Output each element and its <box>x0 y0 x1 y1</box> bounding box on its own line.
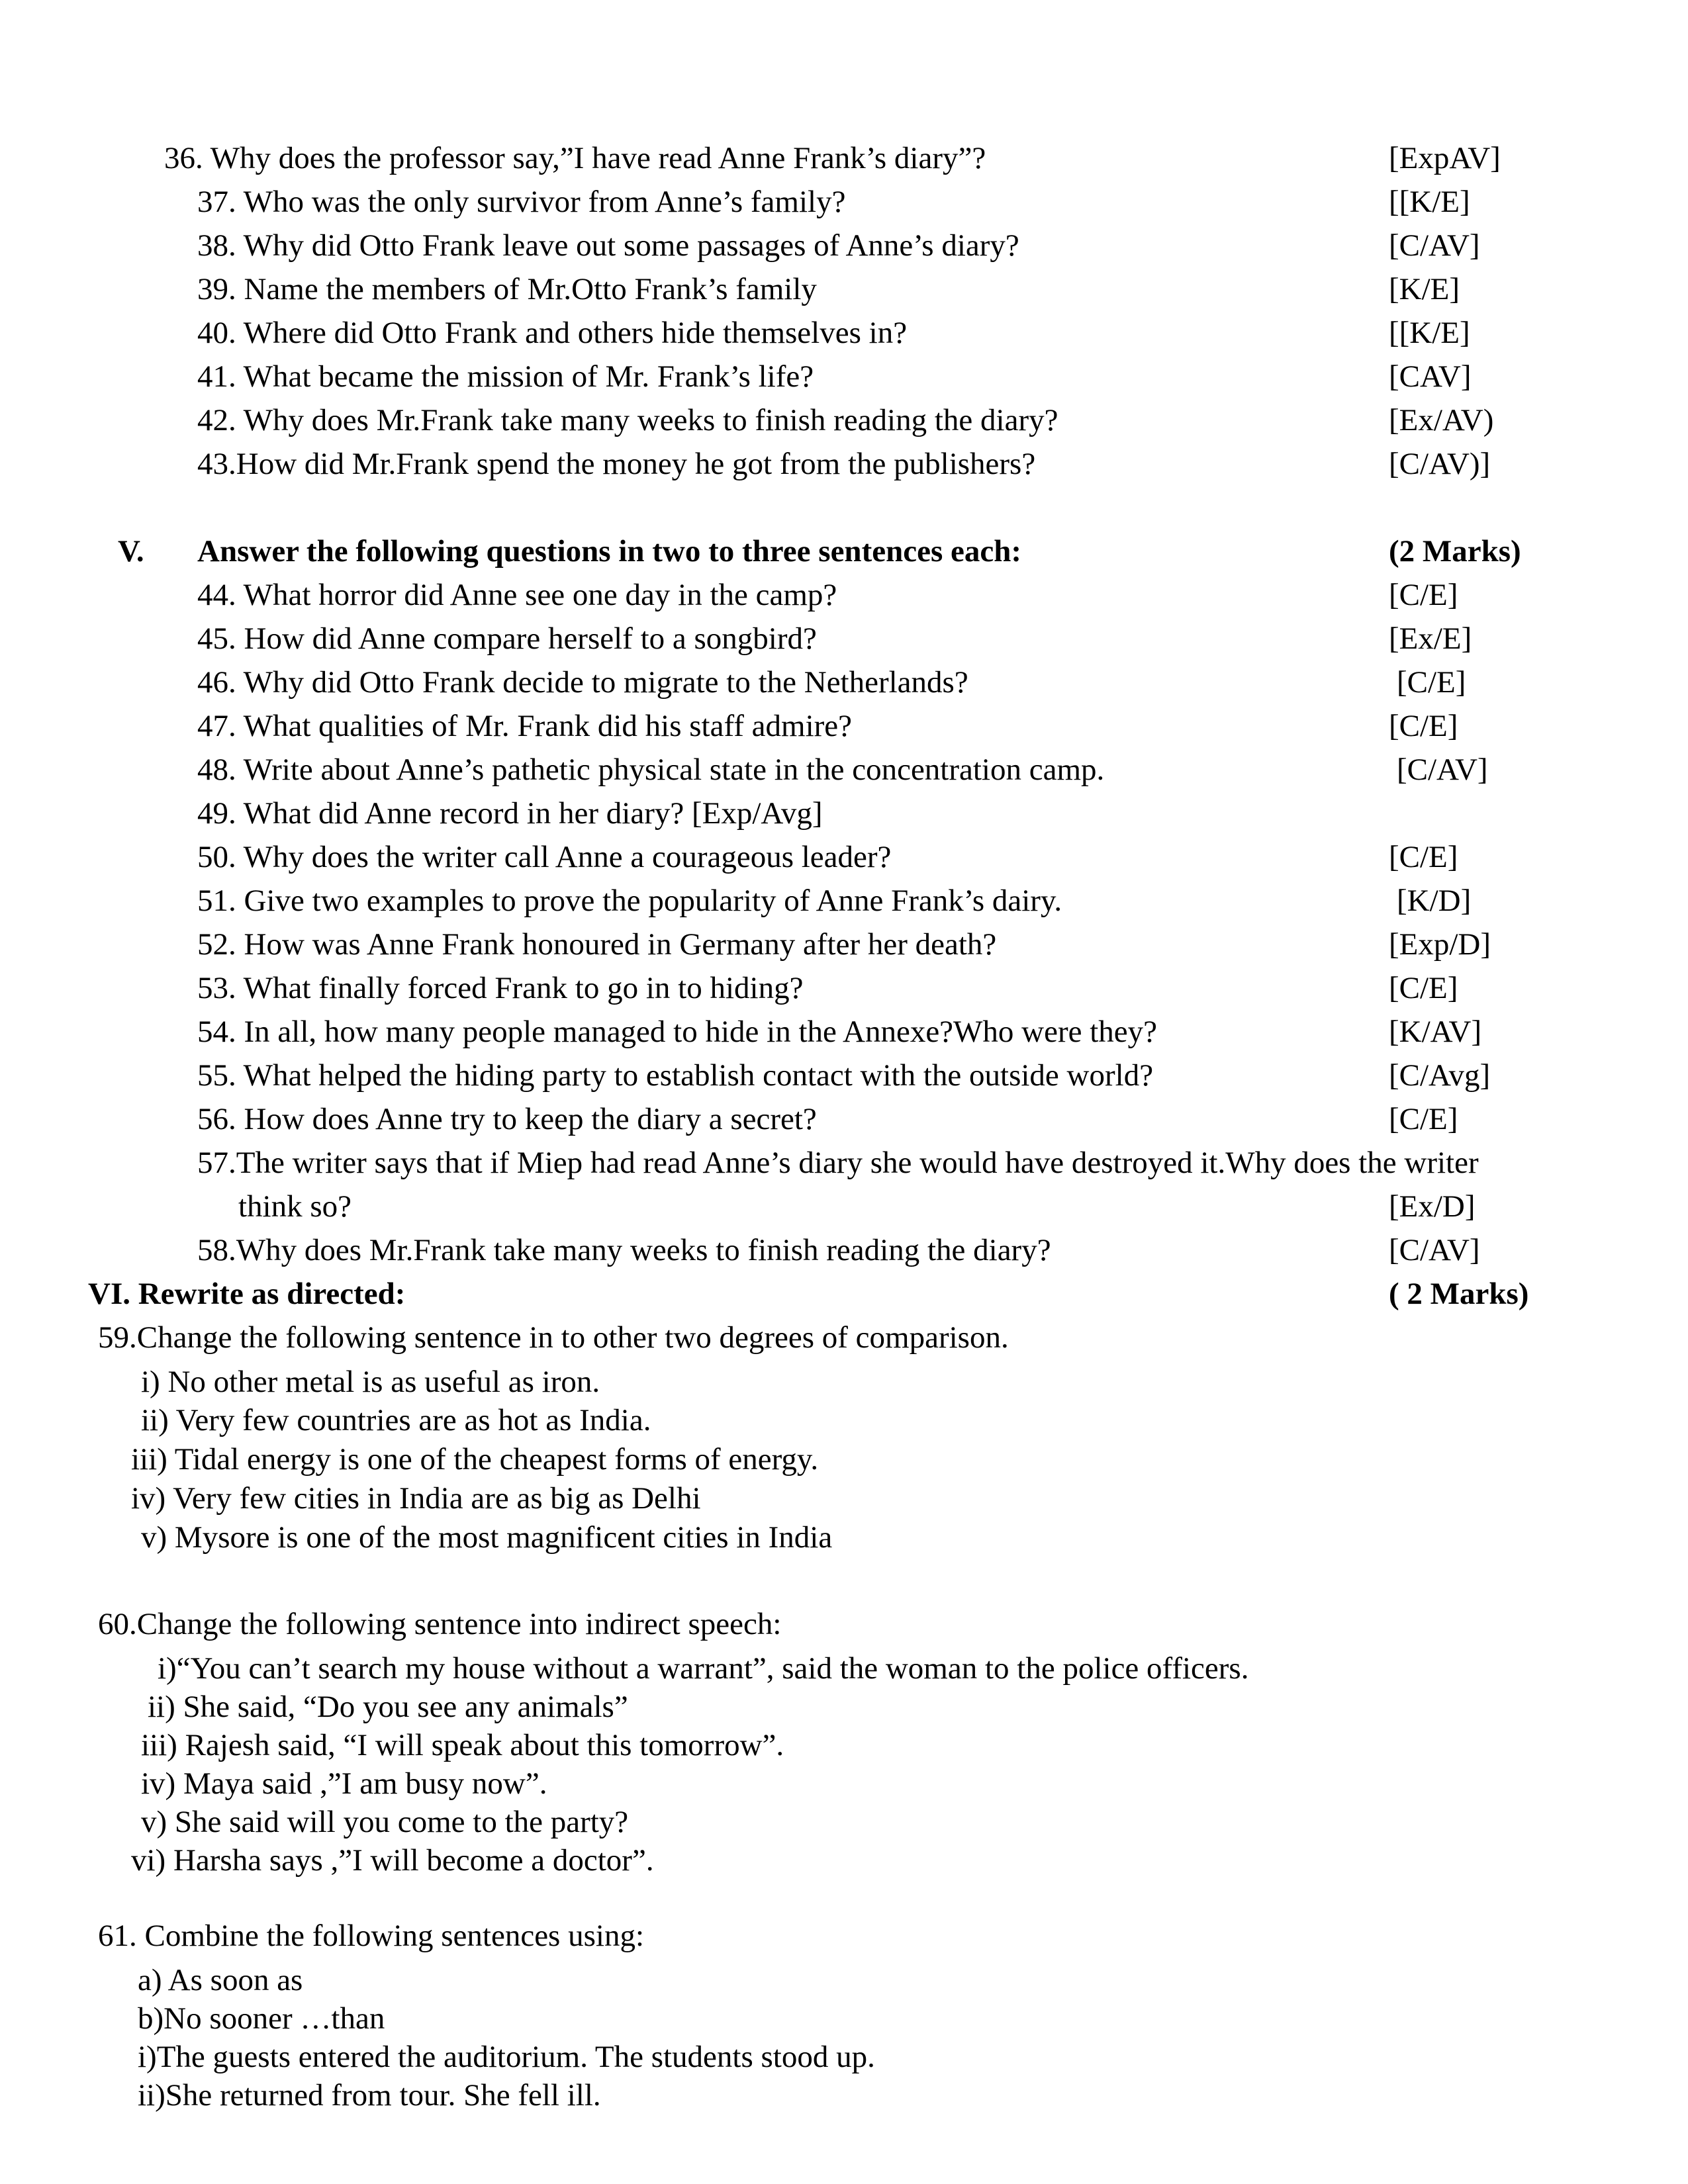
question-57-line-1: 57.The writer says that if Miep had read Anne’s diary she would have destroyed it.Why does the writer <box>197 1146 1479 1180</box>
question-49: 49. What did Anne record in her diary? [Exp/Avg] <box>197 796 823 831</box>
question-60-item-iii: iii) Rajesh said, “I will speak about this tomorrow”. <box>141 1728 784 1762</box>
question-59-prompt: 59.Change the following sentence in to other two degrees of comparison. <box>98 1320 1009 1355</box>
question-52-tag: [Exp/D] <box>1389 927 1491 962</box>
question-61-item-a: a) As soon as <box>138 1963 303 1997</box>
question-58-tag: [C/AV] <box>1389 1233 1480 1267</box>
question-46: 46. Why did Otto Frank decide to migrate to the Netherlands? <box>197 665 968 700</box>
question-40-tag: [[K/E] <box>1389 316 1470 350</box>
question-56: 56. How does Anne try to keep the diary a secret? <box>197 1102 817 1136</box>
question-41-tag: [CAV] <box>1389 359 1472 394</box>
question-53-tag: [C/E] <box>1389 971 1458 1005</box>
question-45-tag: [Ex/E] <box>1389 621 1472 656</box>
question-44-tag: [C/E] <box>1389 578 1458 612</box>
question-60-item-v: v) She said will you come to the party? <box>141 1805 629 1839</box>
section-v-marks: (2 Marks) <box>1389 534 1521 569</box>
question-36: 36. Why does the professor say,”I have read Anne Frank’s diary”? <box>164 141 986 175</box>
question-51-tag: [K/D] <box>1397 884 1472 918</box>
question-36-tag: [ExpAV] <box>1389 141 1501 175</box>
question-56-tag: [C/E] <box>1389 1102 1458 1136</box>
question-54-tag: [K/AV] <box>1389 1015 1482 1049</box>
question-54: 54. In all, how many people managed to hide in the Annexe?Who were they? <box>197 1015 1158 1049</box>
question-55: 55. What helped the hiding party to establish contact with the outside world? <box>197 1058 1154 1093</box>
question-38-tag: [C/AV] <box>1389 228 1480 263</box>
question-61-prompt: 61. Combine the following sentences using: <box>98 1919 645 1953</box>
question-57-line-2: think so? <box>238 1189 352 1224</box>
question-43-tag: [C/AV)] <box>1389 447 1491 481</box>
question-59-item-i: i) No other metal is as useful as iron. <box>141 1365 600 1399</box>
question-50-tag: [C/E] <box>1389 840 1458 874</box>
question-59-item-iv: iv) Very few cities in India are as big as Delhi <box>131 1481 701 1516</box>
question-55-tag: [C/Avg] <box>1389 1058 1491 1093</box>
question-46-tag: [C/E] <box>1397 665 1466 700</box>
question-51: 51. Give two examples to prove the popularity of Anne Frank’s dairy. <box>197 884 1062 918</box>
question-38: 38. Why did Otto Frank leave out some passages of Anne’s diary? <box>197 228 1019 263</box>
question-60-item-iv: iv) Maya said ,”I am busy now”. <box>141 1766 547 1801</box>
question-53: 53. What finally forced Frank to go in to hiding? <box>197 971 804 1005</box>
section-v-heading: Answer the following questions in two to three sentences each: <box>197 534 1021 569</box>
question-39: 39. Name the members of Mr.Otto Frank’s family <box>197 272 817 306</box>
question-47: 47. What qualities of Mr. Frank did his staff admire? <box>197 709 852 743</box>
question-39-tag: [K/E] <box>1389 272 1460 306</box>
question-47-tag: [C/E] <box>1389 709 1458 743</box>
question-48-tag: [C/AV] <box>1397 752 1488 787</box>
question-50: 50. Why does the writer call Anne a courageous leader? <box>197 840 892 874</box>
question-60-item-i: i)“You can’t search my house without a warrant”, said the woman to the police officers. <box>158 1651 1249 1686</box>
question-59-item-iii: iii) Tidal energy is one of the cheapest forms of energy. <box>131 1442 819 1477</box>
section-vi-heading: VI. Rewrite as directed: <box>88 1277 406 1311</box>
section-vi-marks: ( 2 Marks) <box>1389 1277 1529 1311</box>
question-43: 43.How did Mr.Frank spend the money he got from the publishers? <box>197 447 1036 481</box>
question-57-tag: [Ex/D] <box>1389 1189 1476 1224</box>
question-60-item-ii: ii) She said, “Do you see any animals” <box>148 1690 628 1724</box>
question-60-prompt: 60.Change the following sentence into indirect speech: <box>98 1607 782 1641</box>
question-61-item-ii: ii)She returned from tour. She fell ill. <box>138 2078 601 2113</box>
question-52: 52. How was Anne Frank honoured in Germany after her death? <box>197 927 997 962</box>
question-45: 45. How did Anne compare herself to a songbird? <box>197 621 817 656</box>
question-48: 48. Write about Anne’s pathetic physical state in the concentration camp. <box>197 752 1105 787</box>
section-v-numeral: V. <box>118 534 144 569</box>
question-58: 58.Why does Mr.Frank take many weeks to finish reading the diary? <box>197 1233 1051 1267</box>
question-42: 42. Why does Mr.Frank take many weeks to finish reading the diary? <box>197 403 1058 437</box>
question-37-tag: [[K/E] <box>1389 185 1470 219</box>
question-59-item-ii: ii) Very few countries are as hot as India. <box>141 1403 651 1437</box>
question-41: 41. What became the mission of Mr. Frank’s life? <box>197 359 814 394</box>
question-61-item-b: b)No sooner …than <box>138 2001 385 2036</box>
question-61-item-i: i)The guests entered the auditorium. The students stood up. <box>138 2040 875 2074</box>
question-59-item-v: v) Mysore is one of the most magnificent cities in India <box>141 1520 833 1555</box>
question-42-tag: [Ex/AV) <box>1389 403 1494 437</box>
question-40: 40. Where did Otto Frank and others hide themselves in? <box>197 316 908 350</box>
question-44: 44. What horror did Anne see one day in the camp? <box>197 578 837 612</box>
question-60-item-vi: vi) Harsha says ,”I will become a doctor”. <box>131 1843 654 1878</box>
question-37: 37. Who was the only survivor from Anne’s family? <box>197 185 846 219</box>
